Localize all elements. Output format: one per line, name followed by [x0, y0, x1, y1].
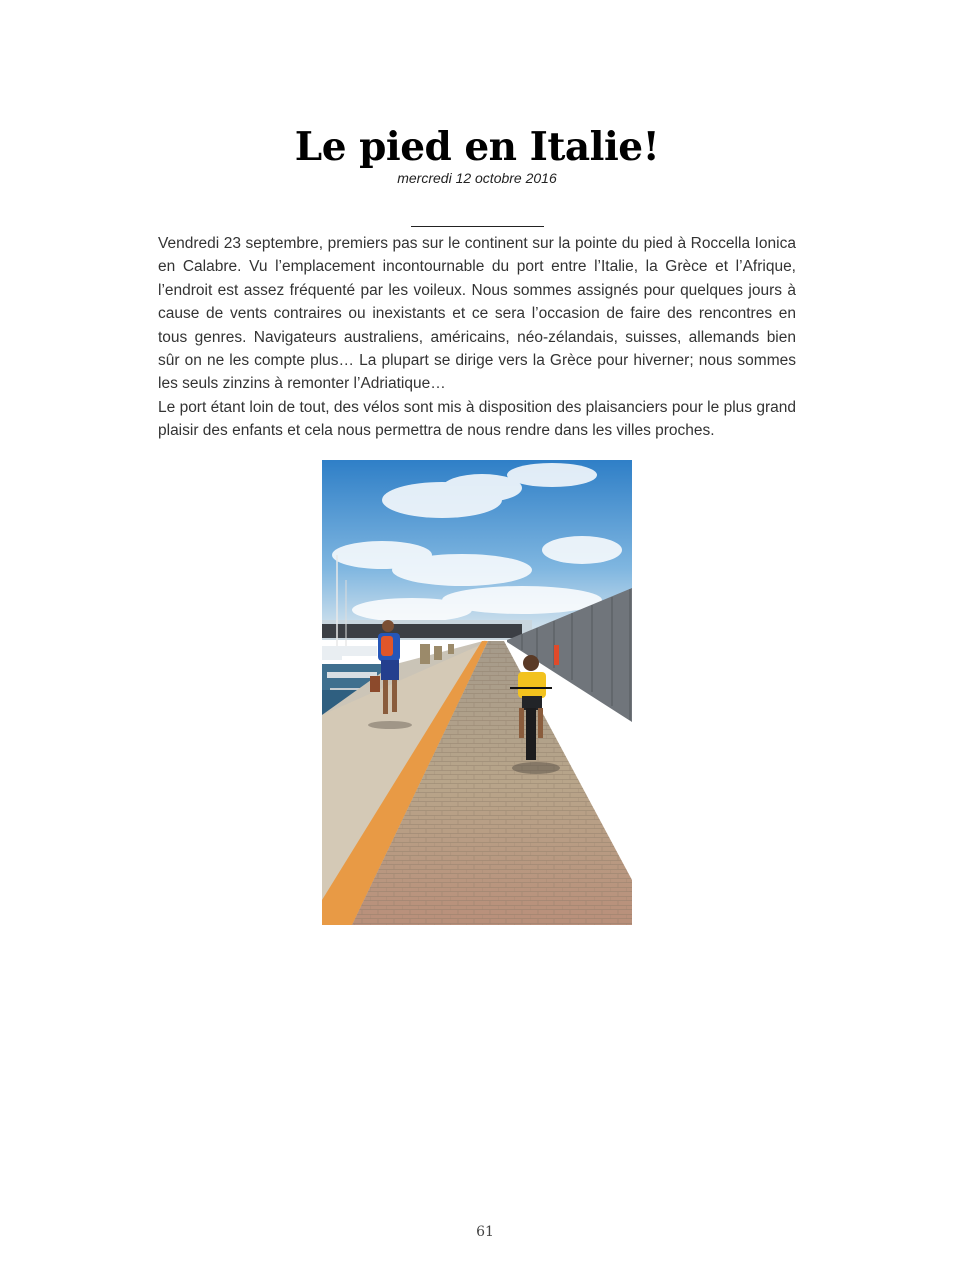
article-paragraph-2: Le port étant loin de tout, des vélos sont mis à disposition des plaisanciers pour le plus grand plaisir des enfants et cela nous permettra de nous rendre dans les villes proches.	[158, 398, 796, 440]
title-divider	[411, 226, 544, 227]
article-body	[158, 232, 796, 443]
photo-breakwater	[322, 624, 522, 638]
page-number: 61	[476, 1224, 494, 1240]
article-date: mercredi 12 octobre 2016	[397, 170, 557, 186]
page-title: Le pied en Italie!	[294, 124, 660, 170]
article-paragraph-1: Vendredi 23 septembre, premiers pas sur le continent sur la pointe du pied à Roccella Ionica en Calabre. Vu l’emplacement incontournable du port entre l’Italie, la Grèce et l’Afrique, l’endroit est assez fréquenté par les voileux. Nous sommes assignés pour quelques jours à cause de vents contraires ou inexistants et ce sera l’occasion de faire des rencontres en tous genres. Navigateurs australiens, américains, néo-zélandais, suisses, allemands bien sûr on ne les compte plus… La plupart se dirige vers la Grèce pour hiverner; nous sommes les seuls zinzins à remonter l’Adriatique…	[158, 235, 796, 393]
article-photo	[322, 460, 632, 925]
